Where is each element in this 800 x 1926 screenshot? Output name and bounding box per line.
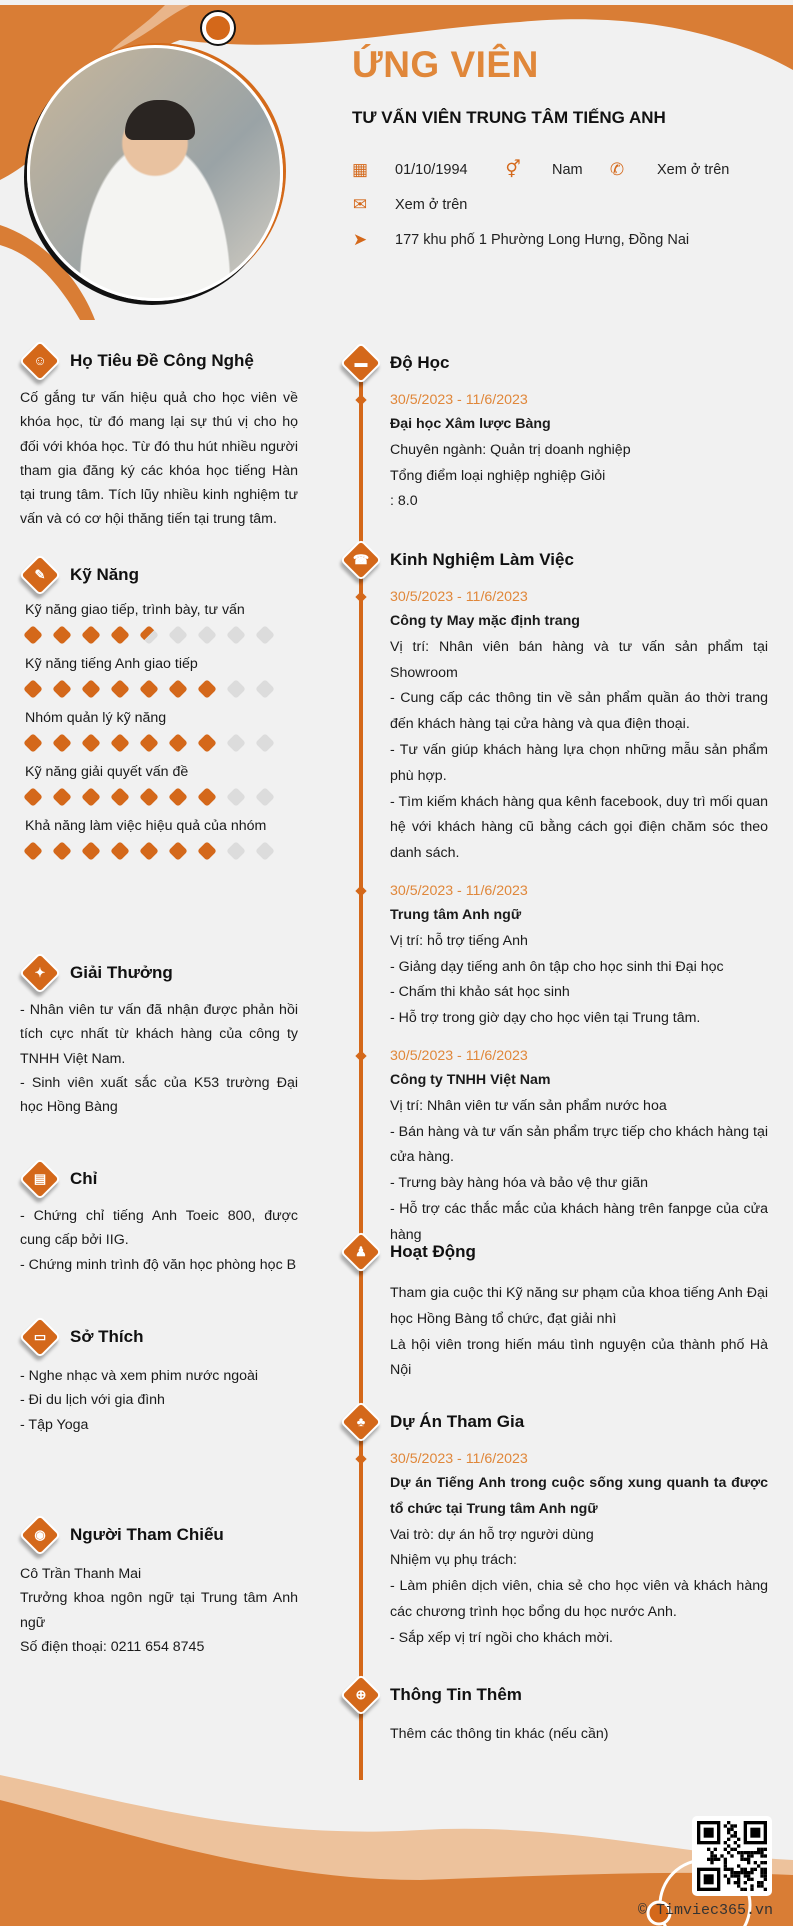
entry-organization: Trung tâm Anh ngữ bbox=[390, 906, 522, 923]
timeline-entry bbox=[390, 879, 768, 1032]
entry-line: Nhiệm vụ phụ trách: bbox=[390, 1552, 517, 1569]
rating-diamond bbox=[23, 625, 43, 645]
text-line: Là hội viên trong hiến máu tình nguyện của thành phố Hà Nội bbox=[390, 1336, 768, 1379]
section-activities bbox=[355, 1235, 768, 1384]
section-heading bbox=[20, 1162, 298, 1196]
qr-code[interactable] bbox=[692, 1816, 772, 1896]
skill-rating bbox=[20, 676, 298, 702]
entry-line: - Làm phiên dịch viên, chia sẻ cho học viên và khách hàng các chương trình học bổng du học nước Anh. bbox=[390, 1578, 768, 1620]
section-heading bbox=[356, 1405, 768, 1439]
group-icon: ♣ bbox=[340, 1401, 382, 1443]
text-line: Cô Trần Thanh Mai bbox=[20, 1566, 142, 1582]
entry-organization: Dự án Tiếng Anh trong cuộc sống xung quanh ta được tổ chức tại Trung tâm Anh ngữ bbox=[390, 1475, 768, 1517]
birthday: 01/10/1994 bbox=[395, 162, 468, 178]
section-body bbox=[390, 585, 768, 1249]
rating-diamond bbox=[226, 787, 246, 807]
section-certificates bbox=[20, 1162, 298, 1277]
section-title: Kinh Nghiệm Làm Việc bbox=[390, 550, 574, 569]
rating-diamond bbox=[226, 679, 246, 699]
phone-icon: ✆ bbox=[609, 160, 625, 179]
rating-diamond bbox=[226, 733, 246, 753]
rating-diamond bbox=[110, 679, 130, 699]
section-title: Sở Thích bbox=[70, 1327, 144, 1346]
entry-date: 30/5/2023 - 11/6/2023 bbox=[390, 1044, 768, 1068]
section-hobbies bbox=[20, 1320, 298, 1437]
section-experience bbox=[352, 543, 768, 1261]
rating-diamond bbox=[255, 787, 275, 807]
text-line: Tham gia cuộc thi Kỹ năng sư phạm của khoa tiếng Anh Đại học Hồng Bàng tổ chức, đạt giải nhì bbox=[390, 1285, 768, 1327]
section-title: Kỹ Năng bbox=[70, 565, 139, 584]
entry-line: - Bán hàng và tư vấn sản phẩm trực tiếp cho khách hàng tại cửa hàng. bbox=[390, 1123, 768, 1166]
section-title: Thông Tin Thêm bbox=[390, 1685, 522, 1704]
section-body bbox=[20, 1204, 298, 1277]
entry-organization: Công ty May mặc định trang bbox=[390, 613, 580, 629]
entry-line: Vai trò: dự án hỗ trợ người dùng bbox=[390, 1526, 594, 1543]
gender-icon: ⚥ bbox=[505, 160, 521, 179]
candidate-name: ỨNG VIÊN bbox=[352, 44, 539, 85]
entry-line: - Chấm thi khảo sát học sinh bbox=[390, 984, 570, 1001]
skill-name: Kỹ năng tiếng Anh giao tiếp bbox=[25, 656, 198, 672]
rating-diamond bbox=[168, 841, 188, 861]
email: Xem ở trên bbox=[395, 197, 468, 213]
skill-rating bbox=[20, 838, 298, 864]
rating-diamond bbox=[52, 787, 72, 807]
rating-diamond bbox=[139, 625, 159, 645]
skill-name: Khả năng làm việc hiệu quả của nhóm bbox=[25, 818, 267, 834]
rating-diamond bbox=[139, 787, 159, 807]
qr-code-icon bbox=[697, 1821, 767, 1891]
section-title: Dự Án Tham Gia bbox=[390, 1412, 525, 1431]
section-body bbox=[20, 386, 298, 532]
entry-line: Vị trí: Nhân viên bán hàng và tư vấn sản phẩm tại Showroom bbox=[390, 638, 768, 681]
skill-rating bbox=[20, 784, 298, 810]
rating-diamond bbox=[255, 679, 275, 699]
skill-item bbox=[20, 652, 298, 702]
rating-diamond bbox=[81, 733, 101, 753]
rating-diamond bbox=[168, 733, 188, 753]
rating-diamond bbox=[23, 679, 43, 699]
briefcase-icon: ▬ bbox=[340, 342, 382, 384]
section-body bbox=[390, 388, 768, 515]
section-skills bbox=[20, 558, 298, 864]
section-title: Người Tham Chiếu bbox=[70, 1525, 224, 1544]
text-line: - Chứng minh trình độ văn học phòng học B bbox=[20, 1256, 297, 1273]
brain-icon: ✎ bbox=[19, 554, 61, 596]
address: 177 khu phố 1 Phường Long Hưng, Đồng Nai bbox=[395, 232, 690, 248]
text-line: - Sinh viên xuất sắc của K53 trường Đại học Hồng Bàng bbox=[20, 1074, 298, 1116]
user-target-icon: ☺ bbox=[19, 340, 61, 382]
section-body bbox=[20, 1364, 298, 1437]
skill-name: Nhóm quản lý kỹ năng bbox=[25, 710, 167, 726]
section-body bbox=[20, 1562, 298, 1659]
copyright: © Timviec365.vn bbox=[638, 1902, 774, 1919]
candidate-photo bbox=[27, 45, 283, 301]
skill-rating bbox=[20, 730, 298, 756]
rating-diamond bbox=[110, 625, 130, 645]
entry-line: - Giảng dạy tiếng anh ôn tập cho học sinh thi Đại học bbox=[390, 958, 724, 975]
skill-name: Kỹ năng giao tiếp, trình bày, tư vấn bbox=[25, 602, 245, 618]
entry-line: - Hỗ trợ các thắc mắc của khách hàng trên fanpge của cửa hàng bbox=[390, 1200, 768, 1243]
entry-line: Tổng điểm loại nghiệp nghiệp Giỏi bbox=[390, 467, 606, 484]
job-title: TƯ VẤN VIÊN TRUNG TÂM TIẾNG ANH bbox=[352, 108, 666, 127]
section-more bbox=[355, 1678, 768, 1748]
rating-diamond bbox=[168, 625, 188, 645]
text-line: - Chứng chỉ tiếng Anh Toeic 800, được cung cấp bởi IIG. bbox=[20, 1208, 298, 1249]
timeline-entry bbox=[390, 388, 768, 515]
skill-item bbox=[20, 598, 298, 648]
entry-date: 30/5/2023 - 11/6/2023 bbox=[390, 1447, 768, 1471]
section-heading bbox=[20, 956, 298, 990]
rating-diamond bbox=[226, 841, 246, 861]
work-icon: ☎ bbox=[340, 539, 382, 581]
text-line: - Nhân viên tư vấn đã nhận được phản hồi tích cực nhất từ khách hàng của công ty TNHH Việt Nam. bbox=[20, 1002, 298, 1067]
section-body bbox=[390, 1722, 768, 1748]
section-title: Họ Tiêu Đề Công Nghệ bbox=[70, 351, 254, 370]
skill-item bbox=[20, 760, 298, 810]
text-line: Thêm các thông tin khác (nếu cần) bbox=[390, 1726, 609, 1742]
entry-organization: Đại học Xâm lược Bàng bbox=[390, 416, 551, 432]
certificate-icon: ▤ bbox=[19, 1158, 61, 1200]
rating-diamond bbox=[52, 679, 72, 699]
rating-diamond bbox=[23, 787, 43, 807]
rating-diamond bbox=[139, 841, 159, 861]
section-objective bbox=[20, 344, 298, 532]
rating-diamond bbox=[23, 733, 43, 753]
text-line: Trưởng khoa ngôn ngữ tại Trung tâm Anh ngữ bbox=[20, 1590, 298, 1631]
section-education bbox=[354, 346, 768, 527]
rating-diamond bbox=[81, 625, 101, 645]
rating-diamond bbox=[139, 679, 159, 699]
section-body bbox=[390, 1281, 768, 1384]
section-body bbox=[20, 998, 298, 1119]
skill-item bbox=[20, 814, 298, 864]
entry-line: Vị trí: Nhân viên tư vấn sản phẩm nước hoa bbox=[390, 1097, 667, 1114]
rating-diamond bbox=[197, 787, 217, 807]
section-body bbox=[390, 1447, 768, 1652]
rating-diamond bbox=[52, 625, 72, 645]
section-heading bbox=[354, 346, 768, 380]
entry-line: - Sắp xếp vị trí ngồi cho khách mời. bbox=[390, 1629, 614, 1646]
location-icon: ➤ bbox=[352, 230, 368, 249]
rating-diamond bbox=[110, 733, 130, 753]
entry-line: Chuyên ngành: Quản trị doanh nghiệp bbox=[390, 441, 631, 458]
award-icon: ✦ bbox=[19, 952, 61, 994]
timeline-entry bbox=[390, 1044, 768, 1249]
entry-line: - Hỗ trợ trong giờ dạy cho học viên tại Trung tâm. bbox=[390, 1010, 701, 1027]
skill-name: Kỹ năng giải quyết vấn đề bbox=[25, 764, 189, 780]
phone: Xem ở trên bbox=[657, 162, 730, 178]
gender: Nam bbox=[552, 162, 583, 178]
rating-diamond bbox=[110, 787, 130, 807]
rating-diamond bbox=[226, 625, 246, 645]
entry-line: - Cung cấp các thông tin về sản phẩm quần áo thời trang đến khách hàng tại cửa hàng và qua điện thoại. bbox=[390, 690, 768, 733]
section-title: Giải Thưởng bbox=[70, 963, 173, 982]
text-line: Số điện thoại: 0211 654 8745 bbox=[20, 1638, 205, 1655]
rating-diamond bbox=[81, 841, 101, 861]
entry-line: - Tư vấn giúp khách hàng lựa chọn những mẫu sản phẩm phù hợp. bbox=[390, 741, 768, 784]
rating-diamond bbox=[197, 625, 217, 645]
section-heading bbox=[20, 1518, 298, 1552]
rating-diamond bbox=[197, 679, 217, 699]
decorative-dot bbox=[202, 12, 234, 44]
timeline-entry bbox=[390, 585, 768, 867]
rating-diamond bbox=[110, 841, 130, 861]
rating-diamond bbox=[52, 733, 72, 753]
section-heading bbox=[352, 543, 768, 577]
rating-diamond bbox=[23, 841, 43, 861]
gamepad-icon: ▭ bbox=[19, 1316, 61, 1358]
section-heading bbox=[20, 1320, 298, 1354]
section-title: Chỉ bbox=[70, 1169, 98, 1188]
section-references bbox=[20, 1518, 298, 1659]
plus-circle-icon: ⊕ bbox=[340, 1674, 382, 1716]
rating-diamond bbox=[52, 841, 72, 861]
rating-diamond bbox=[81, 787, 101, 807]
section-heading bbox=[355, 1678, 768, 1712]
calendar-icon: ▦ bbox=[351, 160, 369, 179]
section-projects bbox=[356, 1405, 768, 1664]
entry-line: Vị trí: hỗ trợ tiếng Anh bbox=[390, 932, 528, 949]
entry-line: - Trưng bày hàng hóa và bảo vệ thư giãn bbox=[390, 1175, 648, 1192]
section-awards bbox=[20, 956, 298, 1119]
timeline-line bbox=[359, 380, 363, 1780]
entry-date: 30/5/2023 - 11/6/2023 bbox=[390, 388, 768, 412]
rating-diamond bbox=[255, 625, 275, 645]
rating-diamond bbox=[197, 841, 217, 861]
rating-diamond bbox=[168, 787, 188, 807]
section-heading bbox=[20, 344, 298, 378]
entry-organization: Công ty TNHH Việt Nam bbox=[390, 1071, 551, 1088]
section-heading bbox=[20, 558, 298, 592]
skill-item bbox=[20, 706, 298, 756]
skill-rating bbox=[20, 622, 298, 648]
entry-date: 30/5/2023 - 11/6/2023 bbox=[390, 585, 768, 609]
text-line: - Đi du lịch với gia đình bbox=[20, 1392, 165, 1409]
email-icon: ✉ bbox=[352, 195, 368, 214]
section-title: Hoạt Động bbox=[390, 1242, 476, 1261]
text-line: - Tập Yoga bbox=[20, 1416, 89, 1433]
entry-line: : 8.0 bbox=[390, 493, 418, 510]
section-text: Cố gắng tư vấn hiệu quả cho học viên về khóa học, từ đó mang lại sự thú vị cho họ đối với khóa học. Từ đó thu hút nhiều người tham gia đăng ký các khóa học tiếng Hàn tại trung tâm. Tích lũy nhiều kinh nghiệm tư vấn và có cơ hội thăng tiến tại trung tâm. bbox=[20, 390, 298, 528]
rating-diamond bbox=[81, 679, 101, 699]
rating-diamond bbox=[255, 841, 275, 861]
person-icon: ◉ bbox=[19, 1514, 61, 1556]
section-heading bbox=[355, 1235, 768, 1269]
rating-diamond bbox=[197, 733, 217, 753]
text-line: - Nghe nhạc và xem phim nước ngoài bbox=[20, 1368, 259, 1384]
person-standing-icon: ♟ bbox=[340, 1231, 382, 1273]
rating-diamond bbox=[255, 733, 275, 753]
section-body bbox=[20, 598, 298, 864]
section-title: Độ Học bbox=[390, 353, 450, 372]
rating-diamond bbox=[139, 733, 159, 753]
entry-line: - Tìm kiếm khách hàng qua kênh facebook, duy trì mối quan hệ với khách hàng cũ bằng cách gọi điện chăm sóc theo danh sách. bbox=[390, 793, 768, 862]
entry-date: 30/5/2023 - 11/6/2023 bbox=[390, 879, 768, 903]
timeline-entry bbox=[390, 1447, 768, 1652]
rating-diamond bbox=[168, 679, 188, 699]
